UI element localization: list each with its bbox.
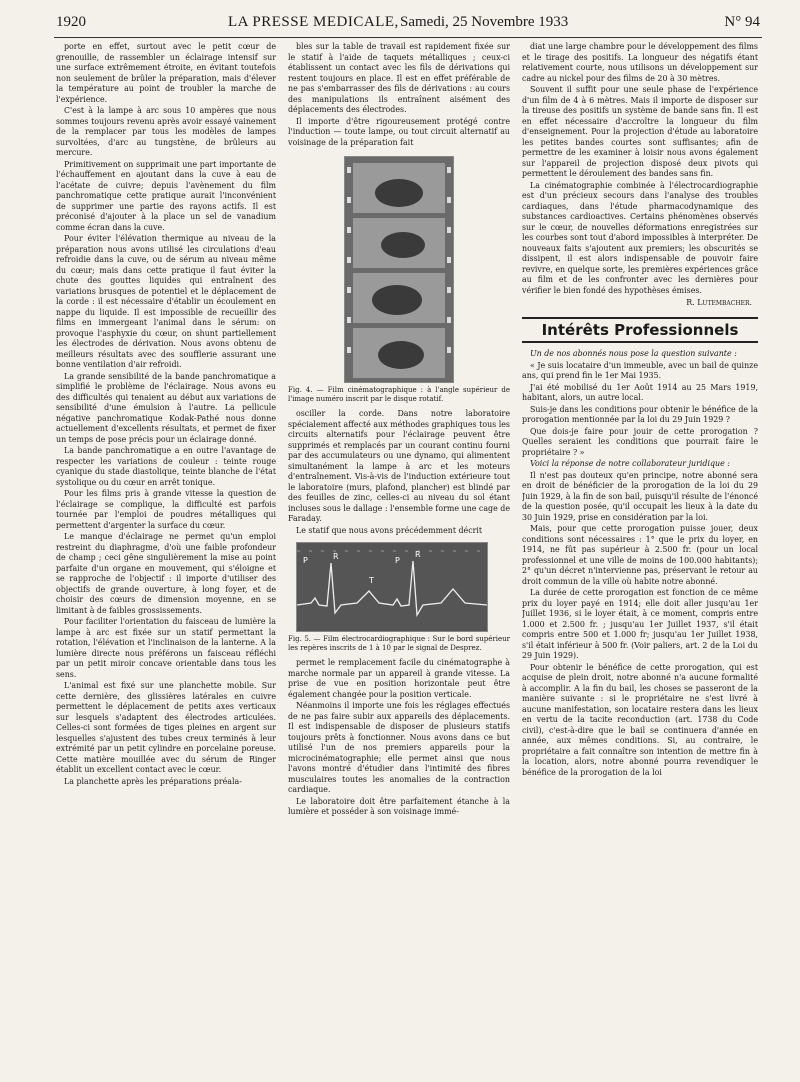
paragraph: Le manque d'éclairage ne permet qu'un emploi restreint du diaphragme, d'où une faible profondeur de champ ; ceci gêne singulièrement la mise au point parfaite d'un organe en mouvement, qui s'éloigne et se rapproche de l'objectif : il importe d'utiliser des objectifs de grande ouverture, à long foyer, et de choisir des cœurs de dimension moyenne, en se limitant à de faibles grossissements. — [56, 532, 276, 615]
ecg-label-p2: P — [395, 556, 400, 565]
question-paragraph: Suis-je dans les conditions pour obtenir le bénéfice de la prorogation mentionnée par la loi du 29 Juin 1929 ? — [522, 404, 758, 424]
question-paragraph: « Je suis locataire d'un immeuble, avec un bail de quinze ans, qui prend fin le 1er Mai 1935. — [522, 360, 758, 380]
paragraph: La bande panchromatique a en outre l'avantage de respecter les variations de couleur : teinte rouge cyanique du stade diastolique, teinte blanche de l'état systolique ou du cœur en arrêt tonique. — [56, 446, 276, 487]
paragraph: Le laboratoire doit être parfaitement étanche à la lumière et posséder à son voisinage immé- — [288, 796, 510, 816]
paragraph: Le statif que nous avons précédemment décrit — [296, 525, 483, 535]
paragraph: Pour éviter l'élévation thermique au niveau de la préparation nous avons utilisé les circulations d'eau refroidie dans la cuve, ou de sérum au niveau même du cœur; mais dans cette pratique il faut éviter la chute des gouttes liquides qui entraînent des variations brusques de potentiel et le déplacement de la corde : il est nécessaire d'établir un écoulement en nappe du liquide. Il est impossible de recueillir des films en immergeant l'animal dans le sérum: on provoque l'asphyxie du cœur, on shunt partiellement les électrodes de dérivation. Nous avons obtenu de meilleurs résultats avec des soufflerie assurant une bonne ventilation d'air refroidi. — [56, 234, 276, 369]
ecg-label-r2: R — [415, 550, 421, 559]
header-rule — [54, 37, 762, 38]
answer-paragraph: Il n'est pas douteux qu'en principe, notre abonné sera en droit de bénéficier de la prorogation de la loi du 29 Juin 1929, à la fin de son bail, puisqu'il résulte de l'énoncé de la question posée, qu'il occupait les lieux à la date du 30 Juin 1929, prise en considération par la loi. — [522, 470, 758, 522]
answer-paragraph: La durée de cette prorogation est fonction de ce même prix du loyer payé en 1914; elle doit aller jusqu'au 1er Juillet 1936, si le loyer était, à ce moment, compris entre 1.000 et 2.500 fr. ; jusqu'au 1er Juillet 1937, s'il était compris entre 500 et 1.000 fr; jusqu'au 1er Juillet 1938, s'il était inférieur à 500 fr. (Voir paliers, art. 2 de la Loi du 29 Juin 1929). — [522, 588, 758, 660]
paragraph: bles sur la table de travail est rapidement fixée sur le statif à l'aide de taquets métalliques ; ceux-ci établissent un contact avec les fils de dérivations qui restent toujours en place. Il est en effet préférable de ne pas s'embarrasser des fils de dérivations : au cours des manipulations ils entraînent aisément des déplacements des électrodes. — [288, 42, 510, 114]
paragraph: permet le remplacement facile du cinématographe à marche normale par un appareil à grande vitesse. La prise de vue en position horizontale peut être également changée pour la position verticale. — [288, 658, 510, 699]
paragraph: osciller la corde. Dans notre laboratoire spécialement affecté aux méthodes graphiques tous les circuits alternatifs pour l'éclairage peuvent être supprimés et remplacés par un courant continu fourni par des accumulateurs ou une dynamo, qui alimentent simultanément la lampe à arc et les moteurs d'entraînement. Vis-à-vis de l'induction extérieure tout le laboratoire (murs, plafond, plancher) est blindé par des feuilles de zinc, celles-ci au niveau du sol étant incluses sous le dallage : l'ensemble forme une cage de Faraday. — [288, 409, 510, 523]
answer-paragraph: Pour obtenir le bénéfice de cette prorogation, qui est acquise de plein droit, notre abonné n'a aucune formalité à accomplir. A la fin du bail, les choses se passeront de la manière suivante : si le propriétaire ne s'est livré à aucune manifestation, son locataire restera dans les lieux en vertu de la tacite reconduction (art. 1738 du Code civil), c'est-à-dire que le bail se continuera d'année en année, aux mêmes conditions. Si, au contraire, le propriétaire a fait connaître son intention de mettre fin à la location, alors, notre abonné pourra revendiquer le bénéfice de la prorogation de la loi — [522, 662, 758, 777]
paragraph: La cinématographie combinée à l'électrocardiographie est d'un précieux secours dans l'analyse des troubles cardiaques, dans l'étude pharmacodynamique des substances cardioactives. Certains phénomènes observés sur le cœur, de nouvelles déformations enregistrées sur les courbes sont tout d'abord impossibles à interpréter. De nouveaux faits s'ajoutent aux premiers; les obscurités se dissipent, il est alors indispensable de pouvoir faire revivre, en quelque sorte, les premières expériences grâce au film et de les confronter avec les dernières pour vérifier le bien fondé des hypothèses émises. — [522, 180, 758, 295]
paragraph: Primitivement on supprimait une part importante de l'échauffement en ajoutant dans la cuve à eau de l'acétate de cuivre; depuis l'avènement du film panchromatique cette pratique aurait l'inconvénient de supprimer une partie des rayons actifs. Il est préconisé d'ajouter à la place un sel de vanadium comme écran dans la cuve. — [56, 159, 276, 232]
question-paragraph: J'ai été mobilisé du 1er Août 1914 au 25 Mars 1919, habitant, alors, un autre local. — [522, 382, 758, 402]
answer-intro: Voici la réponse de notre collaborateur juridique : — [530, 459, 730, 468]
ecg-label-t: T — [369, 576, 374, 585]
column-2 — [288, 42, 510, 1067]
header-year: 1920 — [56, 14, 86, 30]
journal-title: LA PRESSE MEDICALE, — [228, 14, 399, 30]
film-strip-image — [345, 157, 453, 382]
ecg-trace-image — [297, 543, 487, 631]
paragraph: porte en effet, surtout avec le petit cœur de grenouille, de rassembler un éclairage intensif sur une surface extrêmement étroite, en évitant toutefois non seulement de brûler la préparation, mais d'élever la température au point de troubler la marche de l'expérience. — [56, 42, 276, 104]
paragraph: diat une large chambre pour le développement des films et le tirage des positifs. La longueur des négatifs étant relativement courte, nous utilisons un développement sur cadre au nickel pour des films de 20 à 30 mètres. — [522, 42, 758, 83]
ecg-label-p: P — [303, 556, 308, 565]
figure-4-film-strip — [344, 156, 454, 383]
answer-paragraph: Mais, pour que cette prorogation puisse jouer, deux conditions sont nécessaires : 1° que le prix du loyer, en 1914, ne fût pas supérieur à 2.500 fr. (pour un local professionnel et une ville de moins de 100.000 habitants); 2° qu'un décret n'intervienne pas, préservant le retour au droit commun de la ville où habite notre abonné. — [522, 524, 758, 586]
paragraph: La planchette après les préparations préala- — [64, 776, 242, 786]
section-title: Intérêts Professionnels — [522, 317, 758, 344]
figure-5-ecg — [296, 542, 488, 632]
question-paragraph: Que dois-je faire pour jouir de cette prorogation ? Quelles seraient les conditions que pourrait faire le propriétaire ? » — [522, 426, 758, 457]
author-signature: R. Lutembacher. — [686, 298, 752, 307]
column-1 — [56, 42, 276, 1067]
paragraph: Pour les films pris à grande vitesse la question de l'éclairage se complique, la difficulté est parfois tournée par l'emploi de poudres métalliques qui permettent d'argenter la surface du cœur. — [56, 489, 276, 530]
paragraph: Pour faciliter l'orientation du faisceau de lumière la lampe à arc est fixée sur un statif permettant la rotation, l'élévation et l'inclinaison de la lanterne. A la lumière directe nous préférons un faisceau réfléchi par un petit miroir concave orientable dans tous les sens. — [56, 617, 276, 679]
paragraph: Il importe d'être rigoureusement protégé contre l'induction — toute lampe, ou tout circuit alternatif au voisinage de la préparation fait — [288, 116, 510, 147]
figure-5-caption: Fig. 5. — Film électrocardiographique : Sur le bord supérieur les repères inscrits de 1 à 10 par le signal de Desprez. — [288, 635, 510, 652]
paragraph: La grande sensibilité de la bande panchromatique a simplifié le problème de l'éclairage. Nous avons eu des difficultés qui tenaient au début aux variations de sensibilité d'une émulsion à l'autre. La pellicule négative panchromatique Kodak-Pathé nous donne actuellement d'excellents résultats, et permet de fixer un temps de pose précis pour un éclairage donné. — [56, 371, 276, 444]
ecg-label-r: R — [333, 552, 339, 561]
paragraph: C'est à la lampe à arc sous 10 ampères que nous sommes toujours revenu après avoir essayé vainement de la remplacer par tous les modèles de lampes survoltées, d'arc au tungstène, de brûleurs au mercure. — [56, 106, 276, 157]
issue-number: N° 94 — [724, 14, 760, 30]
running-header — [56, 14, 760, 36]
paragraph: Souvent il suffit pour une seule phase de l'expérience d'un film de 4 à 6 mètres. Mais il importe de disposer sur la tireuse des positifs un système de bande sans fin. Il est en effet nécessaire d'accroître la longueur du film d'enseignement. Pour la projection d'étude au laboratoire les petites bandes courtes sont suffisantes; afin de permettre de les examiner à loisir nous avons également sur l'appareil de projection disposé deux pivots qui permettent le déroulement des bandes sans fin. — [522, 85, 758, 178]
issue-date: Samedi, 25 Novembre 1933 — [400, 14, 569, 30]
paragraph: L'animal est fixé sur une planchette mobile. Sur cette dernière, des glissières latérales en cuivre permettent le déplacement de petits axes verticaux sur lesquels s'adaptent des électrodes articulées. Celles-ci sont formées de tiges pleines en argent sur lesquelles s'ajustent des tubes creux terminés à leur extrémité par un petit cylindre en porcelaine poreuse. Cette matière mouillée avec du sérum de Ringer établit un excellent contact avec le cœur. — [56, 681, 276, 774]
paragraph: Néanmoins il importe une fois les réglages effectués de ne pas faire subir aux appareils des déplacements. Il est indispensable de disposer de plusieurs statifs toujours prêts à fonctionner. Nous avons dans ce but utilisé l'un de nos premiers appareils pour la microcinématographie; elle permet ainsi que nous l'avons montré d'étudier dans l'intimité des fibres musculaires toutes les anomalies de la contraction cardiaque. — [288, 701, 510, 794]
column-3 — [522, 42, 758, 1067]
question-intro: Un de nos abonnés nous pose la question suivante : — [530, 349, 737, 358]
figure-4-caption: Fig. 4. — Film cinématographique : à l'angle supérieur de l'image numéro inscrit par le disque rotatif. — [288, 386, 510, 403]
